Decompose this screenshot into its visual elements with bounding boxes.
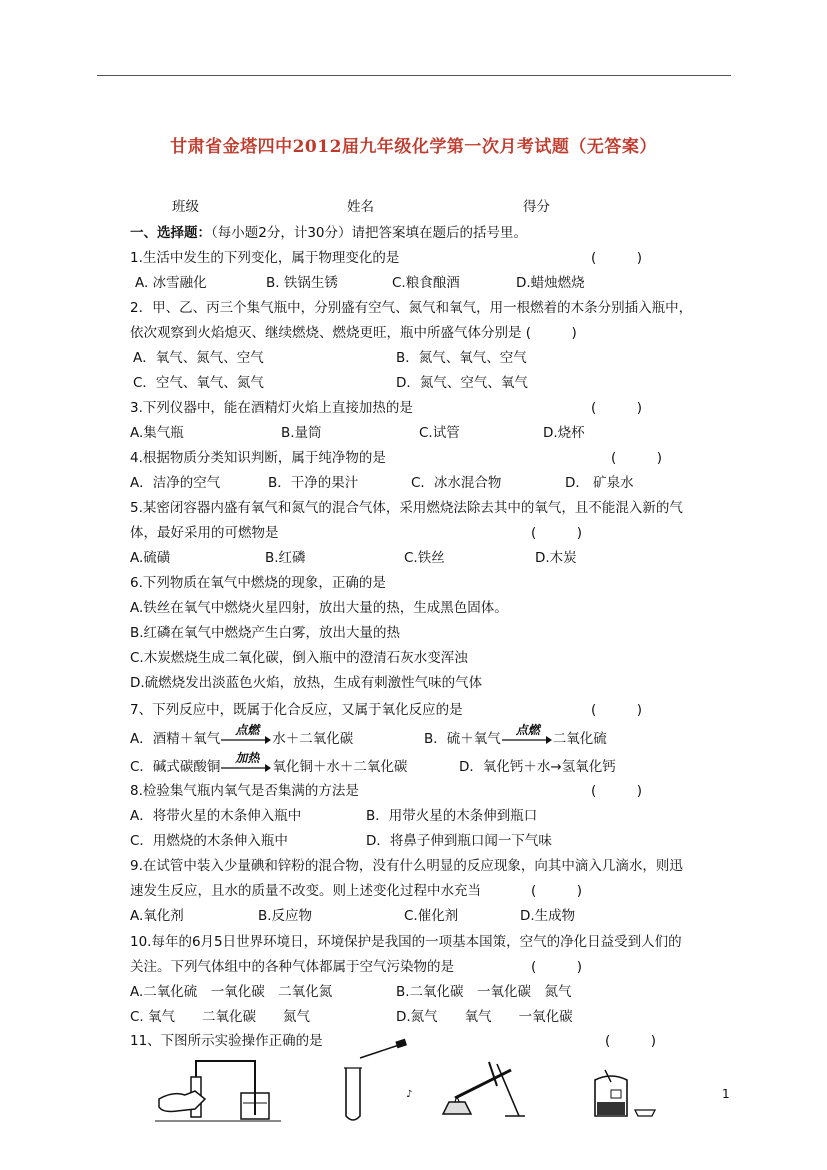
q5-option-c: C.铁丝 xyxy=(404,550,445,566)
q3-stem: 3.下列仪器中，能在酒精灯火焰上直接加热的是 xyxy=(130,400,413,416)
lab-figure-gas-bottle xyxy=(585,1070,660,1120)
q10-option-d: D.氮气 氧气 一氧化碳 xyxy=(396,1009,573,1025)
q10-option-b: B.二氧化碳 一氧化碳 氮气 xyxy=(396,984,572,1000)
lab-figure-airtightness-check xyxy=(155,1055,285,1125)
q7-option-d: D．氧化钙＋水→氢氧化钙 xyxy=(459,759,616,775)
q5-stem-line2: 体，最好采用的可燃物是 xyxy=(130,525,279,541)
q7-a-reactants: A．酒精＋氧气 xyxy=(130,731,221,747)
lab-figure-heating-test-tube xyxy=(435,1058,525,1120)
condition-ignite: 点燃 xyxy=(515,723,540,737)
q6-option-c: C.木炭燃烧生成二氧化碳，倒入瓶中的澄清石灰水变浑浊 xyxy=(130,650,468,666)
q9-stem-line1: 9.在试管中装入少量碘和锌粉的混合物，没有什么明显的反应现象，向其中滴入几滴水，则迅 xyxy=(130,858,683,874)
section-note: （每小题2分，计30分）请把答案填在题后的括号里。 xyxy=(211,225,528,241)
name-label: 姓名 xyxy=(347,199,374,215)
q7-option-c xyxy=(130,751,408,776)
q5-option-a: A.硫磺 xyxy=(130,550,171,566)
q2-option-b: B．氮气、氧气、空气 xyxy=(396,350,527,366)
q7-c-products: 氧化铜＋水＋二氧化碳 xyxy=(272,759,408,775)
q11-stem: 11、下图所示实验操作正确的是 xyxy=(130,1033,323,1049)
q4-stem: 4.根据物质分类知识判断，属于纯净物的是 xyxy=(130,450,386,466)
q3-option-c: C.试管 xyxy=(419,425,460,441)
q10-stem-line1: 10.每年的6月5日世界环境日，环境保护是我国的一项基本国策，空气的净化日益受到人们的 xyxy=(130,934,682,950)
q10-stem-line2: 关注。下列气体组中的各种气体都属于空气污染物的是 xyxy=(130,959,454,975)
reaction-arrow xyxy=(221,723,271,746)
reaction-arrow xyxy=(221,751,271,774)
q7-option-a xyxy=(130,723,354,748)
reaction-arrow xyxy=(502,723,552,746)
q7-b-reactants: B．硫＋氧气 xyxy=(424,731,501,747)
q6-option-d: D.硫燃烧发出淡蓝色火焰，放热，生成有刺激性气味的气体 xyxy=(130,675,483,691)
score-label: 得分 xyxy=(523,199,550,215)
q5-option-b: B.红磷 xyxy=(265,550,306,566)
q9-option-b: B.反应物 xyxy=(258,908,313,924)
q4-option-a: A．洁净的空气 xyxy=(130,475,221,491)
q1-option-c: C.粮食酿酒 xyxy=(392,275,460,291)
q3-option-a: A.集气瓶 xyxy=(130,425,184,441)
q5-option-d: D.木炭 xyxy=(535,550,577,566)
q4-option-b: B．干净的果汁 xyxy=(268,475,359,491)
q2-stem-line1: 2．甲、乙、丙三个集气瓶中，分别盛有空气、氮气和氧气，用一根燃着的木条分别插入瓶中， xyxy=(130,300,693,316)
q2-option-c: C．空气、氧气、氮气 xyxy=(133,375,264,391)
q9-answer-paren: ( ) xyxy=(531,883,583,899)
q10-answer-paren: ( ) xyxy=(531,959,583,975)
q4-answer-paren: ( ) xyxy=(611,450,663,466)
q7-option-b xyxy=(424,723,607,748)
q9-option-d: D.生成物 xyxy=(520,908,576,924)
q7-b-products: 二氧化硫 xyxy=(552,731,607,747)
q7-stem: 7、下列反应中，既属于化合反应，又属于氧化反应的是 xyxy=(130,702,463,718)
lab-figure-dropper-into-test-tube xyxy=(330,1040,413,1125)
q8-stem: 8.检验集气瓶内氧气是否集满的方法是 xyxy=(130,783,359,799)
q2-option-a: A．氧气、氮气、空气 xyxy=(133,350,264,366)
q1-answer-paren: ( ) xyxy=(591,250,643,266)
q9-stem-line2: 速发生反应，且水的质量不改变。则上述变化过程中水充当 xyxy=(130,883,481,899)
q4-option-d: D． 矿泉水 xyxy=(565,475,634,491)
page-title: 甘肃省金塔四中2012届九年级化学第一次月考试题（无答案） xyxy=(170,137,657,157)
q2-option-d: D．氮气、空气、氧气 xyxy=(396,375,528,391)
q3-answer-paren: ( ) xyxy=(591,400,643,416)
q1-option-d: D.蜡烛燃烧 xyxy=(516,275,585,291)
page-number: 1 xyxy=(722,1087,730,1101)
q1-option-b: B. 铁锅生锈 xyxy=(266,275,338,291)
q5-answer-paren: ( ) xyxy=(531,525,583,541)
condition-heat: 加热 xyxy=(235,751,260,765)
q7-answer-paren: ( ) xyxy=(591,702,643,718)
q7-a-products: 水＋二氧化碳 xyxy=(272,731,354,747)
q1-option-a: A. 冰雪融化 xyxy=(135,275,207,291)
q3-option-d: D.烧杯 xyxy=(543,425,585,441)
q10-option-c: C. 氧气 二氧化碳 氮气 xyxy=(130,1009,311,1025)
class-label: 班级 xyxy=(172,199,199,215)
q8-option-d: D．将鼻子伸到瓶口闻一下气味 xyxy=(366,833,552,849)
q10-option-a: A.二氧化硫 一氧化碳 二氧化氮 xyxy=(130,984,333,1000)
header-rule xyxy=(97,75,731,76)
q6-stem: 6.下列物质在氧气中燃烧的现象，正确的是 xyxy=(130,575,386,591)
section-heading: 一、选择题： xyxy=(130,225,211,241)
q3-option-b: B.量筒 xyxy=(281,425,322,441)
q8-answer-paren: ( ) xyxy=(591,783,643,799)
q1-stem: 1.生活中发生的下列变化，属于物理变化的是 xyxy=(130,250,400,266)
q5-stem-line1: 5.某密闭容器内盛有氧气和氮气的混合气体，采用燃烧法除去其中的氧气，且不能混入新的气 xyxy=(130,500,683,516)
q8-option-b: B．用带火星的木条伸到瓶口 xyxy=(366,808,538,824)
section-heading-line xyxy=(130,224,527,242)
q8-option-c: C．用燃烧的木条伸入瓶中 xyxy=(130,833,288,849)
condition-ignite: 点燃 xyxy=(235,723,260,737)
q7-c-reactants: C．碱式碳酸铜 xyxy=(130,759,221,775)
q9-option-c: C.催化剂 xyxy=(404,908,459,924)
q6-option-a: A.铁丝在氧气中燃烧火星四射，放出大量的热，生成黑色固体。 xyxy=(130,600,508,616)
q9-option-a: A.氧化剂 xyxy=(130,908,184,924)
q4-option-c: C．冰水混合物 xyxy=(411,475,502,491)
q8-option-a: A．将带火星的木条伸入瓶中 xyxy=(130,808,302,824)
q11-answer-paren: ( ) xyxy=(605,1033,657,1049)
q6-option-b: B.红磷在氧气中燃烧产生白雾，放出大量的热 xyxy=(130,625,401,641)
svg-text:♪: ♪ xyxy=(406,1089,413,1100)
q2-stem-line2: 依次观察到火焰熄灭、继续燃烧、燃烧更旺，瓶中所盛气体分别是 ( ) xyxy=(130,325,577,341)
